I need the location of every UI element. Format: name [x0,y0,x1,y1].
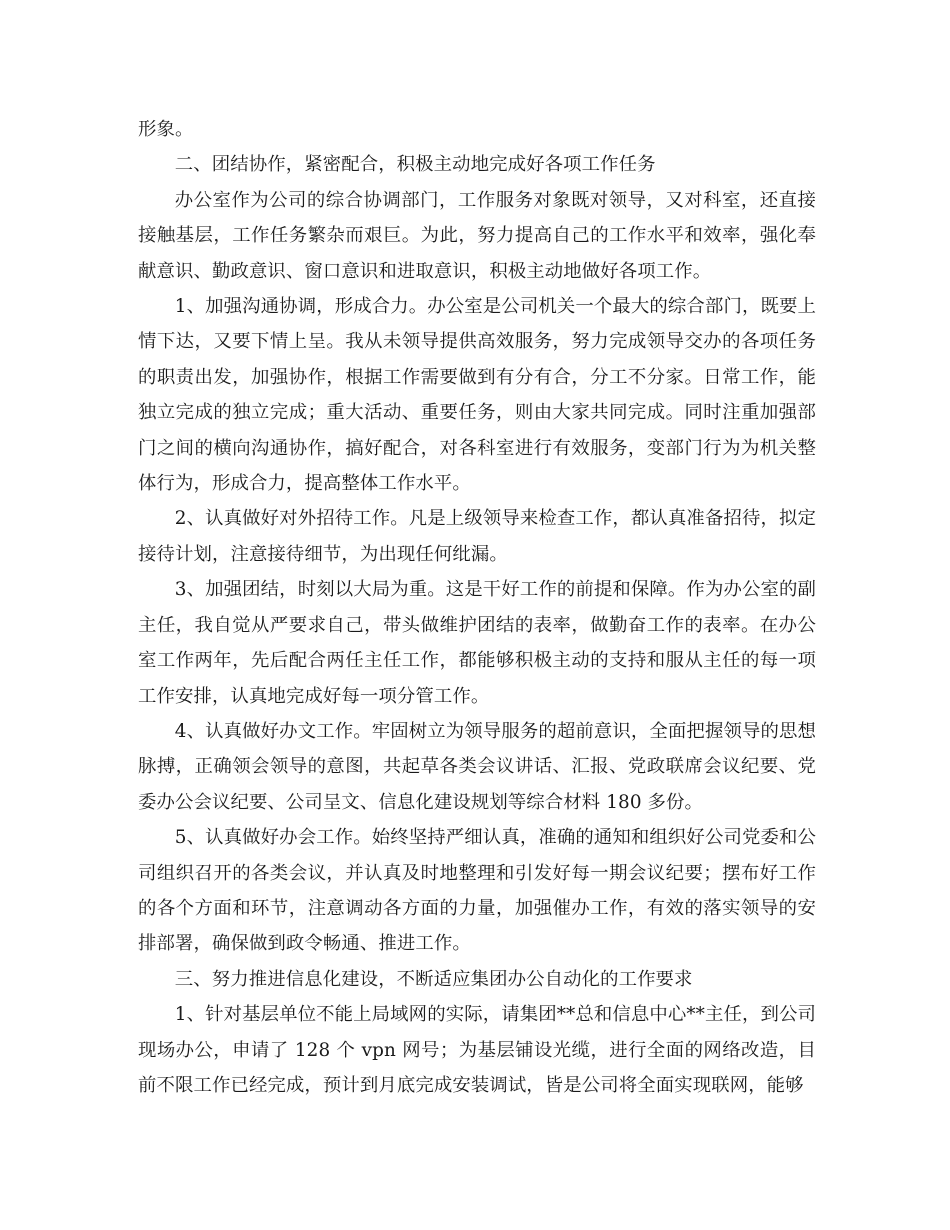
list-item-unity: 3、加强团结，时刻以大局为重。这是干好工作的前提和保障。作为办公室的副主任，我自觉从严要求自己，带头做维护团结的表率，做勤奋工作的表率。在办公室工作两年，先后配合两任主任工作，都能够积极主动的支持和服从主任的每一项工作安排，认真地完成好每一项分管工作。 [138,579,816,707]
list-item-reception: 2、认真做好对外招待工作。凡是上级领导来检查工作，都认真准备招待，拟定接待计划，注意接待细节，为出现任何纰漏。 [138,508,816,565]
paragraph: 办公室作为公司的综合协调部门，工作服务对象既对领导，又对科室，还直接接触基层，工作任务繁杂而艰巨。为此，努力提高自己的工作水平和效率，强化奉献意识、勤政意识、窗口意识和进取意识，积极主动地做好各项工作。 [138,189,816,282]
section-heading-3: 三、努力推进信息化建设，不断适应集团办公自动化的工作要求 [174,968,693,990]
list-item-meetings: 5、认真做好办会工作。始终坚持严细认真，准确的通知和组织好公司党委和公司组织召开的各类会议，并认真及时地整理和引发好每一期会议纪要；摆布好工作的各个方面和环节，注意调动各方面的力量，加强催办工作，有效的落实领导的安排部署，确保做到政令畅通、推进工作。 [138,827,816,955]
section-heading-2: 二、团结协作，紧密配合，积极主动地完成好各项工作任务 [174,154,656,176]
document-body [138,112,816,1103]
list-item-documents: 4、认真做好办文工作。牢固树立为领导服务的超前意识，全面把握领导的思想脉搏，正确领会领导的意图，共起草各类会议讲话、汇报、党政联席会议纪要、党委办公会议纪要、公司呈文、信息化建设规划等综合材料 180 多份。 [138,720,816,813]
list-item-communication: 1、加强沟通协调，形成合力。办公室是公司机关一个最大的综合部门，既要上情下达，又要下情上呈。我从未领导提供高效服务，努力完成领导交办的各项任务的职责出发，加强协作，根据工作需要做到有分有合，分工不分家。日常工作，能独立完成的独立完成；重大活动、重要任务，则由大家共同完成。同时注重加强部门之间的横向沟通协作，搞好配合，对各科室进行有效服务，变部门行为为机关整体行为，形成合力，提高整体工作水平。 [138,296,816,495]
paragraph-continuation: 形象。 [138,119,194,140]
list-item-network: 1、针对基层单位不能上局域网的实际，请集团**总和信息中心**主任，到公司现场办公，申请了 128 个 vpn 网号；为基层铺设光缆，进行全面的网络改造，目前不限工作已经完成，预计到月底完成安装调试，皆是公司将全面实现联网，能够 [138,1004,816,1096]
